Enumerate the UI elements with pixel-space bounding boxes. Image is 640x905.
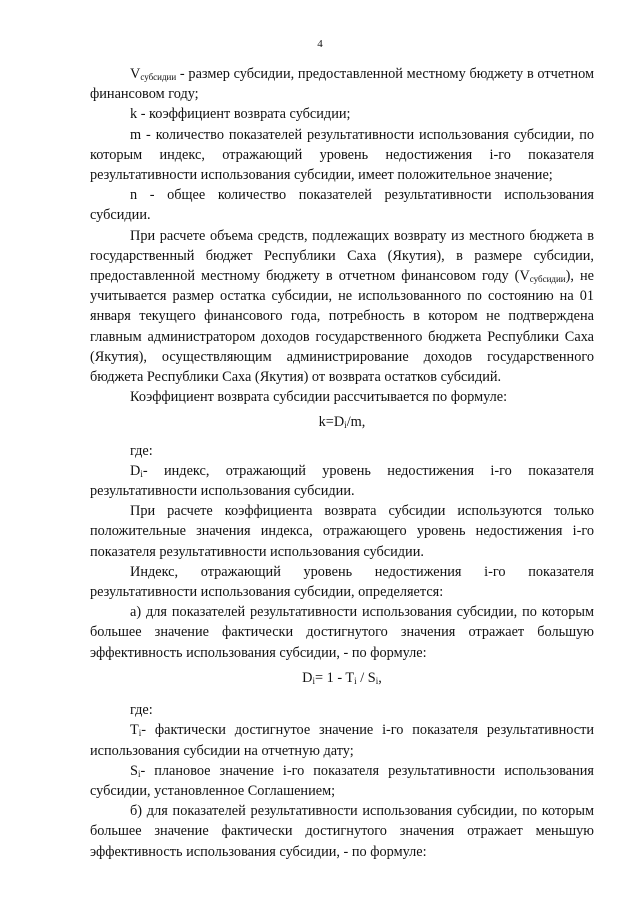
definition-text: - плановое значение i-го показателя результативности использования субсидии, установленное Соглашением; xyxy=(90,762,594,799)
page-number: 4 xyxy=(317,38,323,50)
subscript-i: i xyxy=(137,768,141,779)
paragraph-text-part: При расчете объема средств, подлежащих возврату из местного бюджета в государственный бюджет Республики Саха (Якутия), в размере субсидии, предоставленной местному бюджету в отчетном финансовом году (V xyxy=(90,227,594,285)
paragraph-coefficient-intro: Коэффициент возврата субсидии рассчитывается по формуле: xyxy=(130,389,508,406)
subscript-i: i xyxy=(140,468,143,479)
paragraph-case-b: б) для показателей результативности использования субсидии, по которым большее значение фактически достигнутого значения отражает меньшую эффективность использования субсидии, - по формуле: xyxy=(90,803,594,860)
where-label: где: xyxy=(130,702,153,719)
formula-part: = 1 - T xyxy=(314,669,355,686)
where-label: где: xyxy=(130,442,153,459)
definition-k: k - коэффициент возврата субсидии; xyxy=(130,106,351,123)
subscript-i: i xyxy=(138,728,142,739)
document-body xyxy=(90,64,594,862)
definition-si xyxy=(90,761,594,801)
definition-text: - индекс, отражающий уровень недостижения i-го показателя результативности использования субсидии. xyxy=(90,462,594,500)
definition-ti xyxy=(90,720,594,760)
formula-part: k=D xyxy=(318,414,345,431)
formula-subscript: i xyxy=(375,675,379,686)
symbol-t: T xyxy=(130,722,139,739)
definition-n: n - общее количество показателей результативности использования субсидии. xyxy=(90,187,594,224)
formula-k xyxy=(90,412,594,432)
paragraph-text-part: ), не учитывается размер остатка субсидии, не использованного по состоянию на 01 января текущего финансового года, потребность в котором не подтверждена главным администратором доходов государственного бюджета Республики Саха (Якутия), осуществляющим администрирование доходов государственного бюджета Республики Саха (Якутия) от возврата остатков субсидий. xyxy=(90,268,594,386)
paragraph-case-a: а) для показателей результативности использования субсидии, по которым большее значение фактически достигнутого значения отражает большую эффективность использования субсидии, - по формуле: xyxy=(90,604,594,661)
paragraph-positive-values: При расчете коэффициента возврата субсидии используются только положительные значения индекса, отражающего уровень недостижения i-го показателя результативности использования субсидии. xyxy=(90,503,594,560)
symbol-d: D xyxy=(130,462,141,479)
formula-subscript: i xyxy=(344,420,347,431)
paragraph-calculation-volume xyxy=(90,226,594,388)
definition-v-subsidy xyxy=(90,64,594,104)
formula-part: /m, xyxy=(346,414,366,431)
definition-text: - фактически достигнутое значение i-го показателя результативности использования субсидии на отчетную дату; xyxy=(90,722,594,759)
symbol-v: V xyxy=(130,66,141,82)
definition-di xyxy=(90,461,594,501)
symbol-s: S xyxy=(130,762,138,779)
formula-subscript: i xyxy=(312,675,315,686)
formula-subscript: i xyxy=(354,675,357,686)
definition-text: - размер субсидии, предоставленной местному бюджету в отчетном финансовом году; xyxy=(90,66,594,103)
paragraph-index-determined: Индекс, отражающий уровень недостижения i-го показателя результативности использования субсидии, определяется: xyxy=(90,563,594,601)
formula-part: / S xyxy=(356,669,376,686)
formula-d xyxy=(90,668,594,688)
subscript-subsidy: субсидии xyxy=(140,72,177,82)
subscript-subsidy: субсидии xyxy=(529,274,566,285)
formula-part: D xyxy=(302,669,313,686)
definition-m: m - количество показателей результативности использования субсидии, по которым индекс, отражающий уровень недостижения i-го показателя результативности использования субсидии, имеет положительное значение; xyxy=(90,126,594,184)
formula-part: , xyxy=(378,669,382,686)
